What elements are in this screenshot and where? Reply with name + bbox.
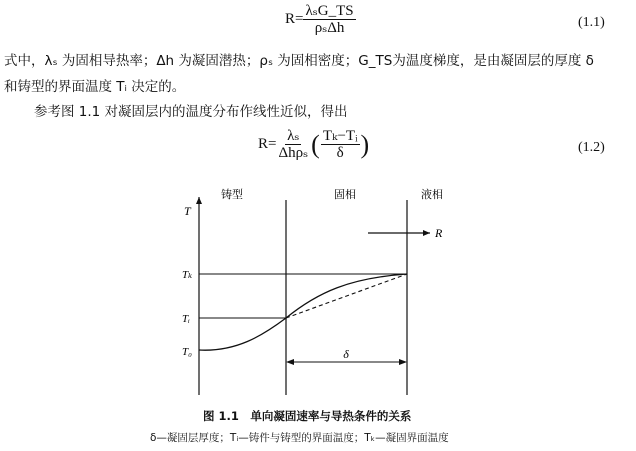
region-label-liquid: 液相 xyxy=(421,188,443,201)
equation-1-2-number: (1.2) xyxy=(578,140,605,155)
delta-right-arrowhead xyxy=(399,359,407,365)
region-label-mold: 铸型 xyxy=(221,188,243,201)
t0-label: T₀ xyxy=(182,346,192,358)
equation-1-2-numerator-2: Tₖ−Tᵢ xyxy=(322,128,358,144)
delta-left-arrowhead xyxy=(286,359,294,365)
linear-approximation-line xyxy=(286,274,407,318)
paragraph-1-line-2: 和铸型的界面温度 Tᵢ 决定的。 xyxy=(4,79,186,95)
paragraph-2-line-1: 参考图 1.1 对凝固层内的温度分布作线性近似，得出 xyxy=(34,104,348,120)
ti-label: Tᵢ xyxy=(182,313,190,325)
y-axis-label: T xyxy=(184,204,191,218)
equation-1-1-denominator: ρₛΔh xyxy=(314,20,345,36)
equation-1-1-number: (1.1) xyxy=(578,15,605,30)
equation-1-2-denominator-1: Δhρₛ xyxy=(278,145,309,161)
delta-label: δ xyxy=(343,347,349,361)
equation-1-1-numerator: λₛG_TS xyxy=(305,3,354,19)
equation-1-2-lhs: R= xyxy=(258,136,277,152)
right-paren: ) xyxy=(360,129,370,159)
figure-note: δ—凝固层厚度；Tᵢ—铸件与铸型的界面温度；Tₖ—凝固界面温度 xyxy=(150,432,449,444)
tk-label: Tₖ xyxy=(182,269,193,281)
figure-caption: 图 1.1 单向凝固速率与导热条件的关系 xyxy=(203,409,412,423)
equation-1-2-denominator-2: δ xyxy=(336,145,344,161)
equation-1-2-numerator-1: λₛ xyxy=(287,128,300,144)
region-label-solid: 固相 xyxy=(334,188,356,201)
equation-1-1-lhs: R= xyxy=(285,10,304,27)
mold-temperature-curve xyxy=(199,318,286,350)
left-paren: ( xyxy=(311,129,320,159)
arrow-label: R xyxy=(435,226,443,240)
paragraph-1-line-1: 式中，λₛ 为固相导热率；Δh 为凝固潜热；ρₛ 为固相密度；G_TS为温度梯度，是由凝固层的厚度 δ xyxy=(4,53,594,69)
